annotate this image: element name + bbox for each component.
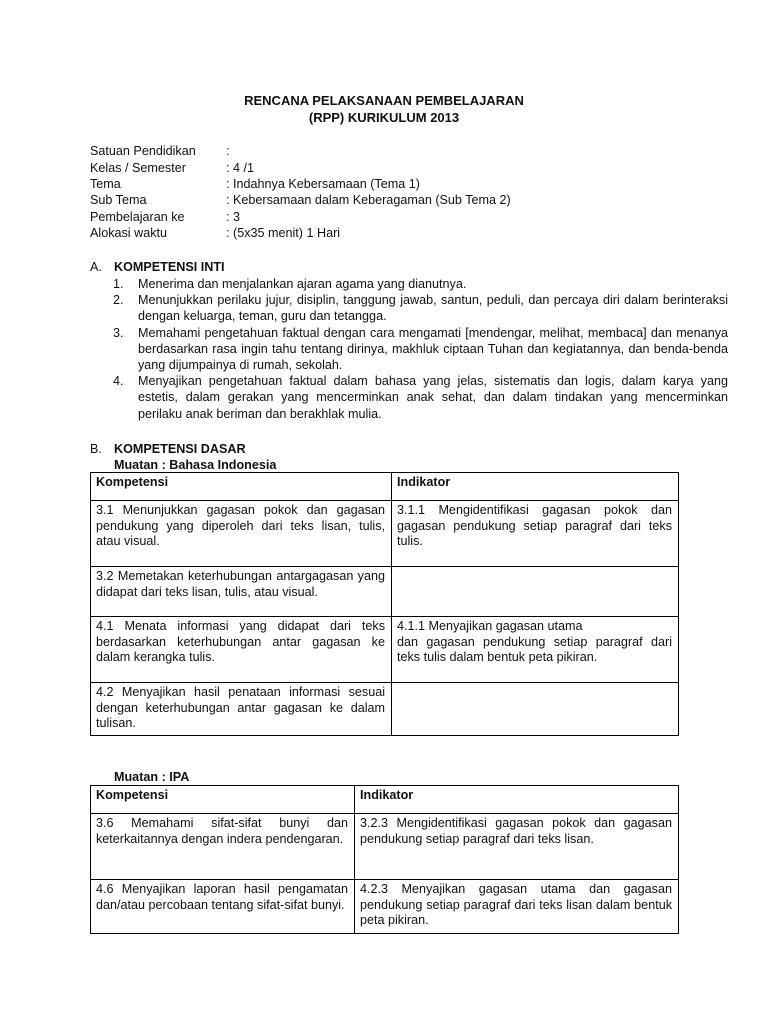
- column-header-indikator: Indikator: [392, 473, 679, 501]
- list-item-text: Menyajikan pengetahuan faktual dalam bahasa yang jelas, sistematis dan logis, dalam karya yang estetis, dalam gerakan yang mencerminkan anak sehat, dan dalam tindakan yang mencerminkan perilaku anak beriman dan berakhlak mulia.: [138, 374, 728, 421]
- identity-label-subtema: Sub Tema: [90, 193, 147, 207]
- list-item-text: Menerima dan menjalankan ajaran agama yang dianutnya.: [138, 277, 467, 291]
- identity-value-satuan: :: [226, 144, 230, 158]
- identity-value-kelas: : 4 /1: [226, 161, 255, 175]
- indikator-cell: 4.1.1 Menyajikan gagasan utama dan gagasan pendukung setiap paragraf dari teks tulis dalam bentuk peta pikiran.: [392, 617, 679, 683]
- kompetensi-cell: 4.2 Menyajikan hasil penataan informasi sesuai dengan keterhubungan antar gagasan ke dalam tulisan.: [91, 683, 392, 736]
- column-header-kompetensi: Kompetensi: [91, 786, 355, 814]
- identity-label-kelas: Kelas / Semester: [90, 161, 186, 175]
- identity-label-tema: Tema: [90, 177, 121, 191]
- column-header-indikator: Indikator: [355, 786, 679, 814]
- list-item: [113, 325, 728, 374]
- table-row: [91, 617, 679, 683]
- table-row: [91, 567, 679, 617]
- kompetensi-cell: 3.1 Menunjukkan gagasan pokok dan gagasan pendukung yang diperoleh dari teks lisan, tulis, atau visual.: [91, 501, 392, 567]
- table-row: [91, 501, 679, 567]
- muatan-bahasa-indonesia-label: Muatan : Bahasa Indonesia: [114, 458, 277, 472]
- identity-label-alokasi: Alokasi waktu: [90, 226, 167, 240]
- kompetensi-inti-list: [90, 276, 728, 422]
- identity-label-pembelajaran: Pembelajaran ke: [90, 210, 185, 224]
- list-item: [113, 276, 728, 292]
- section-a-title: KOMPETENSI INTI: [114, 260, 225, 274]
- list-item-text: Menunjukkan perilaku jujur, disiplin, tanggung jawab, santun, peduli, dan percaya diri dalam berinteraksi dengan keluarga, teman, guru dan tetangga.: [138, 293, 728, 324]
- kompetensi-dasar-bahasa-indonesia-table: [90, 472, 679, 736]
- identity-value-tema: : Indahnya Kebersamaan (Tema 1): [226, 177, 420, 191]
- identity-value-subtema: : Kebersamaan dalam Keberagaman (Sub Tema 2): [226, 193, 511, 207]
- indikator-cell: [392, 683, 679, 736]
- list-item-number: 2.: [113, 293, 124, 308]
- section-a-letter: A.: [90, 260, 102, 274]
- section-b-heading: [90, 442, 246, 456]
- table-row: [91, 814, 679, 880]
- kompetensi-cell: 4.6 Menyajikan laporan hasil pengamatan dan/atau percobaan tentang sifat-sifat bunyi.: [91, 880, 355, 934]
- indikator-cell: 3.1.1 Mengidentifikasi gagasan pokok dan gagasan pendukung setiap paragraf dari teks tulis.: [392, 501, 679, 567]
- list-item: [113, 373, 728, 422]
- indikator-cell: 3.2.3 Mengidentifikasi gagasan pokok dan gagasan pendukung setiap paragraf dari teks lisan.: [355, 814, 679, 880]
- table-row: [91, 683, 679, 736]
- list-item-number: 4.: [113, 374, 124, 389]
- identity-value-pembelajaran: : 3: [226, 210, 241, 224]
- list-item-text: Memahami pengetahuan faktual dengan cara mengamati [mendengar, melihat, membaca] dan menanya berdasarkan rasa ingin tahu tentang dirinya, makhluk ciptaan Tuhan dan kegiatannya, dan benda-benda yang dijumpainya di rumah, sekolah.: [138, 325, 728, 373]
- indikator-cell: [392, 567, 679, 617]
- kompetensi-cell: 3.2 Memetakan keterhubungan antargagasan yang didapat dari teks lisan, tulis, atau visual.: [91, 567, 392, 617]
- table-header-row: [91, 786, 679, 814]
- table-row: [91, 880, 679, 934]
- list-item: [113, 292, 728, 324]
- muatan-ipa-label: Muatan : IPA: [114, 770, 190, 784]
- section-a-heading: [90, 260, 225, 274]
- section-b-title: KOMPETENSI DASAR: [114, 442, 246, 456]
- identity-label-satuan: Satuan Pendidikan: [90, 144, 196, 158]
- column-header-kompetensi: Kompetensi: [91, 473, 392, 501]
- indikator-cell: 4.2.3 Menyajikan gagasan utama dan gagasan pendukung setiap paragraf dari teks lisan dalam bentuk peta pikiran.: [355, 880, 679, 934]
- table-header-row: [91, 473, 679, 501]
- document-title-line1: RENCANA PELAKSANAAN PEMBELAJARAN: [244, 93, 524, 108]
- document-title-line2: (RPP) KURIKULUM 2013: [308, 110, 460, 125]
- kompetensi-dasar-ipa-table: [90, 785, 679, 934]
- list-item-number: 1.: [113, 277, 124, 291]
- section-b-letter: B.: [90, 442, 102, 456]
- kompetensi-cell: 4.1 Menata informasi yang didapat dari teks berdasarkan keterhubungan antar gagasan ke dalam kerangka tulis.: [91, 617, 392, 683]
- list-item-number: 3.: [113, 325, 124, 340]
- identity-value-alokasi: : (5x35 menit) 1 Hari: [226, 226, 341, 240]
- kompetensi-cell: 3.6 Memahami sifat-sifat bunyi dan keterkaitannya dengan indera pendengaran.: [91, 814, 355, 880]
